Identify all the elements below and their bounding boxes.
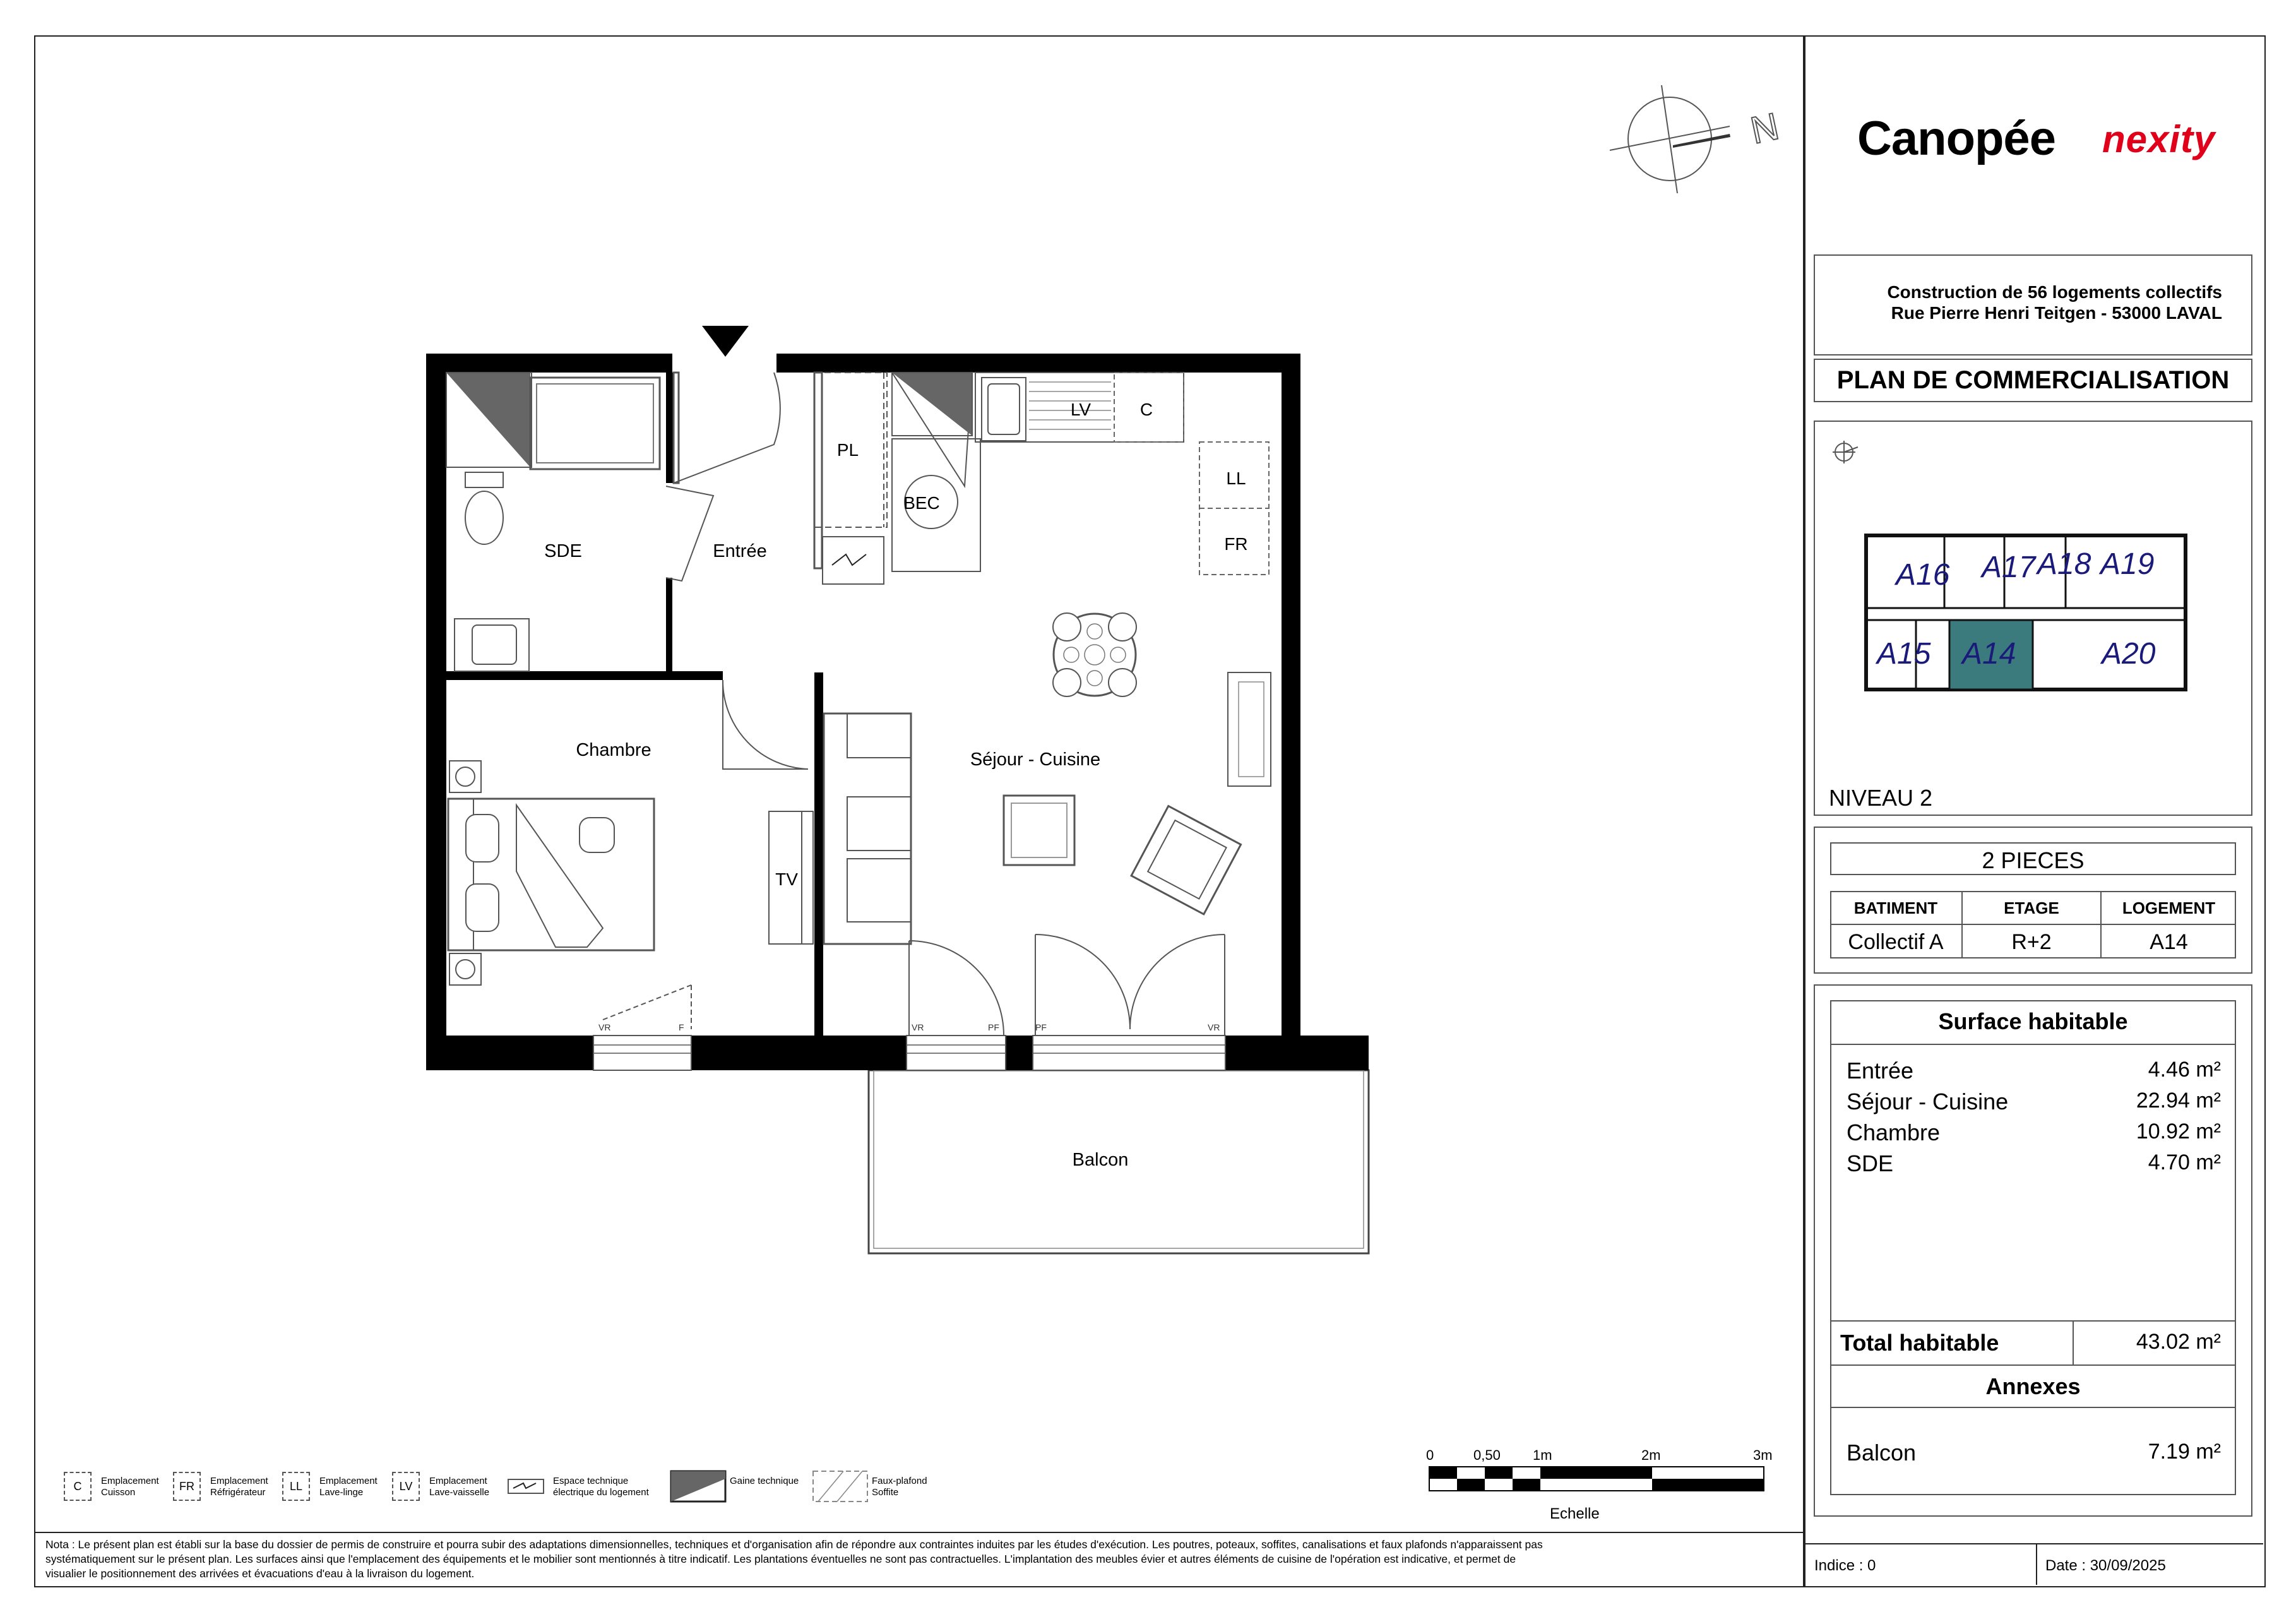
room-label-balcon: Balcon <box>1072 1150 1129 1170</box>
key-plan-compass-icon <box>1833 441 1858 463</box>
key-unit-a15: A15 <box>1877 637 1931 671</box>
annex-label-0: Balcon <box>1847 1440 1917 1466</box>
window-vr-chambre: VR <box>598 1022 611 1032</box>
unit-value-etage: R+2 <box>2011 930 2052 954</box>
level-label: NIVEAU 2 <box>1829 785 1933 811</box>
legend-text-ll: Emplacement Lave-linge <box>319 1476 378 1498</box>
fixture-fr: FR <box>1224 534 1248 554</box>
legend-swatch-fr: FR <box>173 1472 201 1501</box>
room-label-sde: SDE <box>544 541 582 561</box>
developer-logo: nexity <box>2102 118 2216 160</box>
room-label-sejour: Séjour - Cuisine <box>970 749 1101 770</box>
unit-value-batiment: Collectif A <box>1848 930 1944 954</box>
legend-text-shaft: Gaine technique <box>730 1476 799 1486</box>
surface-label-1: Séjour - Cuisine <box>1847 1089 2009 1114</box>
annex-value-0: 7.19 m² <box>2148 1440 2221 1464</box>
scale-tick-0: 0 <box>1426 1447 1434 1463</box>
legend-text-soffit: Faux-plafond Soffite <box>872 1476 927 1498</box>
scale-tick-050: 0,50 <box>1473 1447 1501 1463</box>
footer-divider <box>1803 1543 2263 1544</box>
date: Date : 30/09/2025 <box>2045 1557 2166 1574</box>
scale-tick-3m: 3m <box>1753 1447 1773 1463</box>
project-info-line2: Rue Pierre Henri Teitgen - 53000 LAVAL <box>1891 303 2222 323</box>
north-label: N <box>1747 104 1783 152</box>
legend-soffit-icon <box>812 1470 869 1503</box>
key-unit-a17: A17 <box>1982 551 2036 584</box>
window-pf-sejour-1: PF <box>988 1022 999 1032</box>
total-label: Total habitable <box>1840 1330 1999 1356</box>
legend-swatch-c: C <box>64 1472 92 1501</box>
key-unit-a16: A16 <box>1896 558 1950 592</box>
annexes-title: Annexes <box>1985 1373 2081 1399</box>
room-label-entree: Entrée <box>713 541 767 561</box>
unit-value-logement: A14 <box>2150 930 2188 954</box>
window-pf-sejour-2: PF <box>1035 1022 1047 1032</box>
key-unit-a14: A14 <box>1962 637 2016 671</box>
project-logo: Canopée <box>1857 112 2055 165</box>
scale-tick-2m: 2m <box>1641 1447 1661 1463</box>
fixture-bec: BEC <box>903 493 940 513</box>
surfaces-title: Surface habitable <box>1938 1008 2128 1034</box>
surface-value-0: 4.46 m² <box>2148 1058 2221 1082</box>
fixture-c: C <box>1139 400 1153 419</box>
scale-tick-1m: 1m <box>1533 1447 1552 1463</box>
entry-arrow-icon <box>702 326 749 357</box>
surface-value-2: 10.92 m² <box>2136 1119 2221 1143</box>
project-info-line1: Construction de 56 logements collectifs <box>1887 282 2222 302</box>
key-unit-a20: A20 <box>2102 637 2156 671</box>
fixture-lv: LV <box>1070 400 1091 419</box>
note-line3: visualier le positionnement des arrivées et évacuations d'eau à la livraison du logement. <box>45 1567 475 1580</box>
fixture-tv: TV <box>775 869 798 889</box>
surface-label-0: Entrée <box>1847 1058 1914 1084</box>
legend-swatch-ll: LL <box>282 1472 310 1501</box>
fixture-ll: LL <box>1226 469 1246 488</box>
legend-text-lv: Emplacement Lave-vaisselle <box>429 1476 490 1498</box>
key-unit-a19: A19 <box>2100 547 2155 581</box>
legend-text-fr: Emplacement Réfrigérateur <box>210 1476 268 1498</box>
total-value: 43.02 m² <box>2136 1330 2221 1354</box>
fixture-pl: PL <box>836 440 859 460</box>
floor-plan <box>379 303 1452 1269</box>
room-label-chambre: Chambre <box>576 740 651 760</box>
north-compass-icon <box>1603 76 1787 202</box>
key-unit-a18: A18 <box>2037 547 2091 581</box>
footer-mid-divider <box>2036 1543 2037 1585</box>
legend-electric-icon <box>507 1472 545 1501</box>
window-vr-sejour-2: VR <box>1208 1022 1220 1032</box>
key-plan <box>1814 421 2252 816</box>
unit-type: 2 PIECES <box>1982 847 2085 873</box>
surface-value-3: 4.70 m² <box>2148 1150 2221 1174</box>
window-f-chambre: F <box>679 1022 684 1032</box>
legend-text-electric: Espace technique électrique du logement <box>553 1476 649 1498</box>
note-line1: Nota : Le présent plan est établi sur la base du dossier de permis de construire et pourra subir des adaptations dimensionnelles, techniques et d'organisation afin de répondre aux contraintes induites par les études d'exécution. Les poutres, poteaux, soffites, canalisations et faux plafonds n'apparaissent pas <box>45 1538 1543 1551</box>
plan-type: PLAN DE COMMERCIALISATION <box>1836 366 2230 394</box>
note-divider <box>34 1532 1804 1533</box>
window-vr-sejour-1: VR <box>912 1022 924 1032</box>
note-line2: systématiquement sur le présent plan. Les surfaces ainsi que l'emplacement des équipements et le mobilier sont mentionnés à titre indicatif. Les plantations éventuelles ne sont pas contractuelles. L'implantation des meubles évier et autres éléments de cuisine de l'opération est indicative, et permet de <box>45 1553 1516 1565</box>
surface-label-2: Chambre <box>1847 1119 1941 1145</box>
surface-value-1: 22.94 m² <box>2136 1089 2221 1113</box>
scale-label: Echelle <box>1550 1505 1600 1522</box>
legend-shaft-icon <box>670 1470 727 1503</box>
scale-bar <box>1429 1466 1764 1493</box>
legend-swatch-lv: LV <box>392 1472 420 1501</box>
indice: Indice : 0 <box>1814 1557 1876 1574</box>
unit-header-logement: LOGEMENT <box>2122 899 2216 917</box>
legend-text-c: Emplacement Cuisson <box>101 1476 159 1498</box>
unit-header-etage: ETAGE <box>2004 899 2059 917</box>
surface-label-3: SDE <box>1847 1150 1894 1176</box>
unit-header-batiment: BATIMENT <box>1853 899 1938 917</box>
